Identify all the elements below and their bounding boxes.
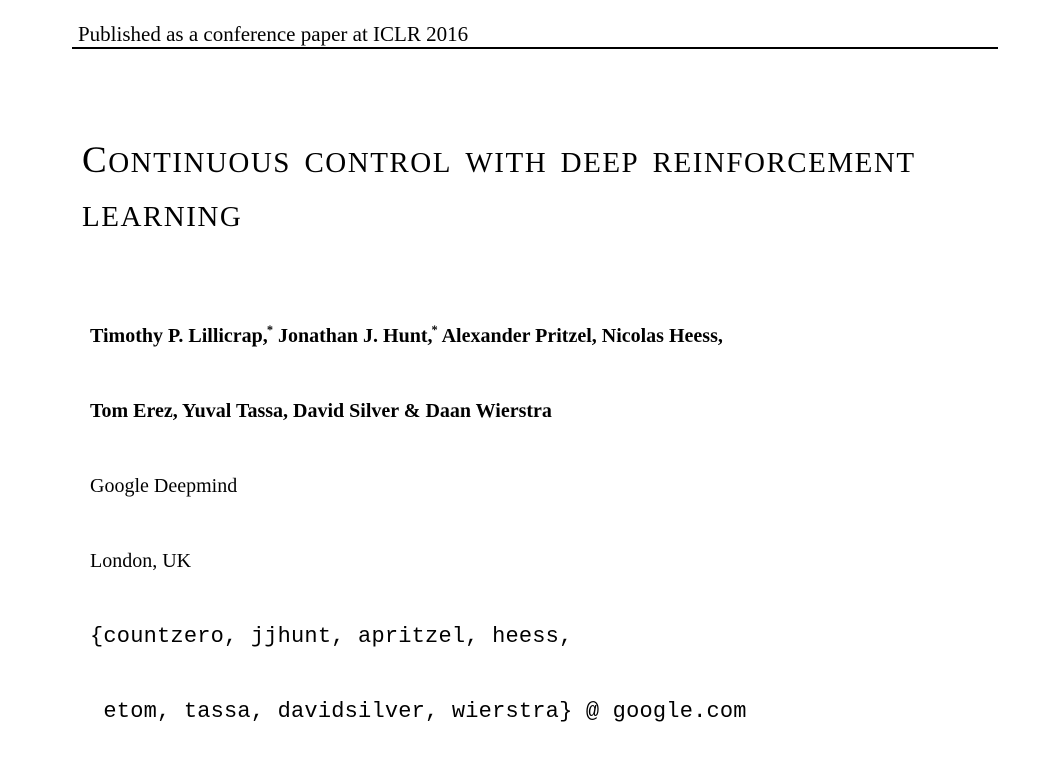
footnote-marker: *	[431, 323, 438, 338]
email-line-1: {countzero, jjhunt, apritzel, heess,	[90, 624, 573, 649]
paper-title: CONTINUOUS CONTROL WITH DEEP REINFORCEMENT LEARNING	[82, 140, 916, 233]
author-block	[90, 274, 747, 774]
author-line-1: Timothy P. Lillicrap,* Jonathan J. Hunt,* Alexander Pritzel, Nicolas Heess,	[90, 323, 723, 347]
author-line-2: Tom Erez, Yuval Tassa, David Silver & Daan Wierstra	[90, 400, 552, 422]
affiliation-location: London, UK	[90, 550, 192, 572]
affiliation-org: Google Deepmind	[90, 475, 238, 497]
running-header: Published as a conference paper at ICLR 2016	[78, 22, 469, 46]
email-line-2: etom, tassa, davidsilver, wierstra} @ google.com	[90, 699, 747, 724]
header-rule	[72, 47, 998, 49]
footnote-marker: *	[266, 323, 274, 338]
